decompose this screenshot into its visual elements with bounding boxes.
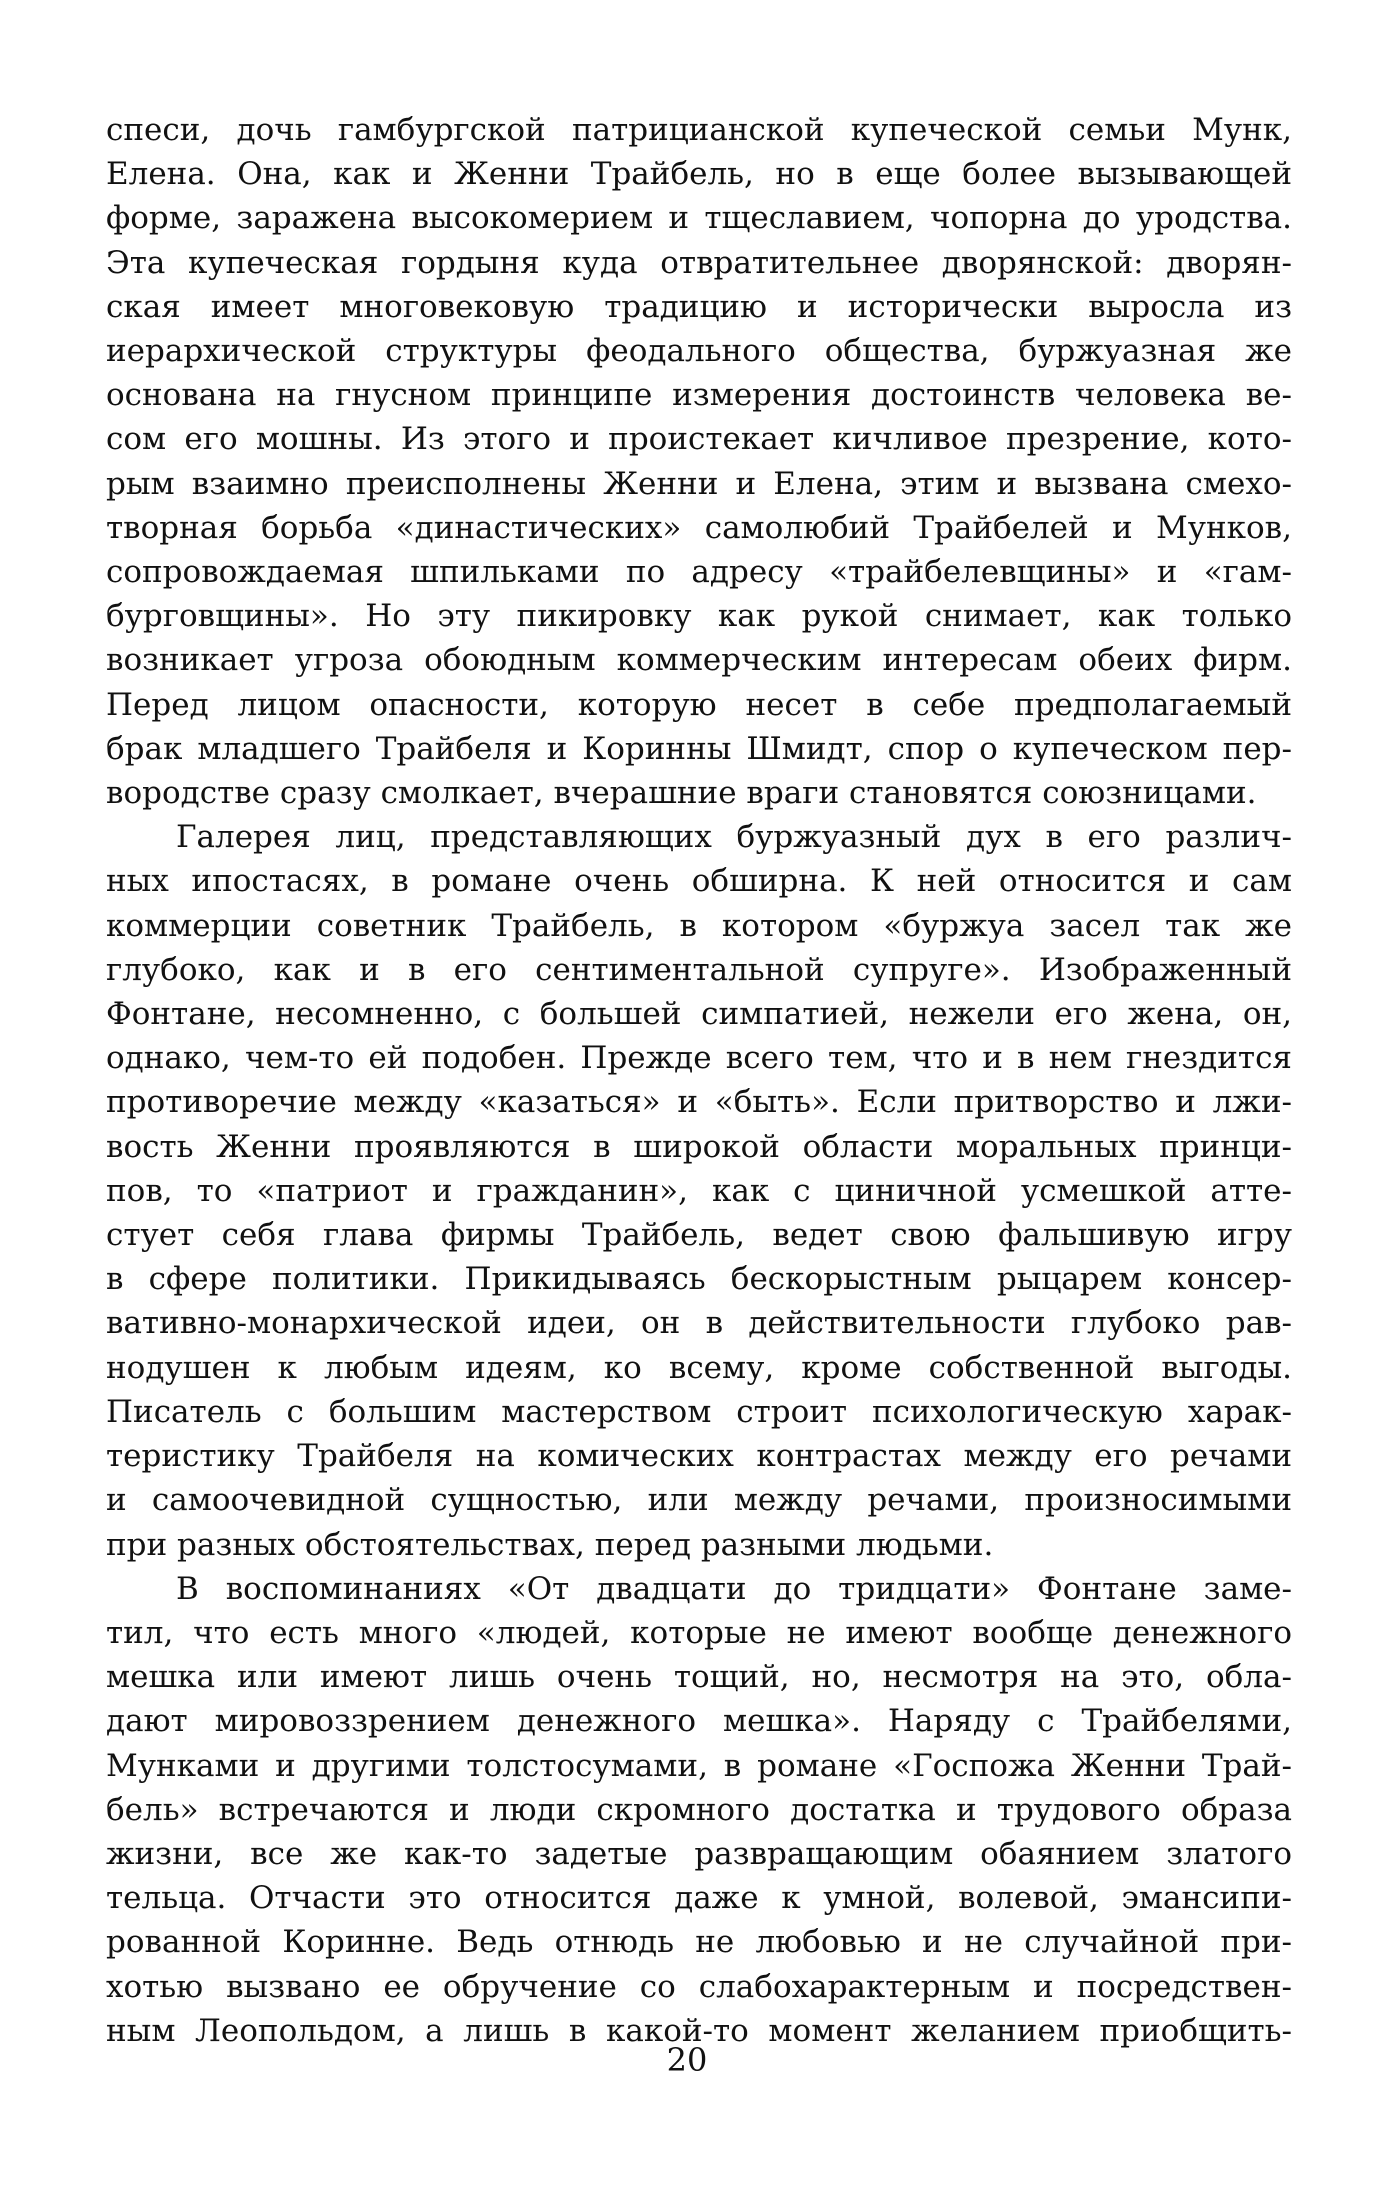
text-line: вость Женни проявляются в широкой области моральных принци- <box>106 1128 1292 1165</box>
page-number: 20 <box>666 2041 708 2079</box>
text-line: творная борьба «династических» самолюбий Трайбелей и Мунков, <box>106 509 1292 546</box>
text-line: Мунками и другими толстосумами, в романе «Госпожа Женни Трай- <box>106 1747 1292 1784</box>
paragraph <box>106 1567 1292 2053</box>
text-line: бурговщины». Но эту пикировку как рукой снимает, как только <box>106 598 1292 635</box>
text-line: возникает угроза обоюдным коммерческим интересам обеих фирм. <box>106 642 1292 679</box>
text-line: стует себя глава фирмы Трайбель, ведет свою фальшивую игру <box>106 1217 1292 1254</box>
text-line: рым взаимно преисполнены Женни и Елена, этим и вызвана смехо- <box>106 465 1292 502</box>
text-line: бель» встречаются и люди скромного достатка и трудового образа <box>106 1791 1292 1828</box>
text-line: хотью вызвано ее обручение со слабохарактерным и посредствен- <box>106 1968 1292 2005</box>
text-line: коммерции советник Трайбель, в котором «буржуа засел так же <box>106 907 1292 944</box>
text-line: иерархической структуры феодального общества, буржуазная же <box>106 333 1292 370</box>
text-line: ская имеет многовековую традицию и исторически выросла из <box>106 288 1292 325</box>
text-line: ным Леопольдом, а лишь в какой-то момент желанием приобщить- <box>106 2012 1292 2049</box>
text-line: вородстве сразу смолкает, вчерашние враги становятся союзницами. <box>106 775 1257 812</box>
text-line: мешка или имеют лишь очень тощий, но, несмотря на это, обла- <box>106 1659 1292 1696</box>
text-line: пов, то «патриот и гражданин», как с циничной усмешкой атте- <box>106 1172 1292 1209</box>
text-line: тельца. Отчасти это относится даже к умной, волевой, эмансипи- <box>106 1880 1292 1917</box>
text-line: брак младшего Трайбеля и Коринны Шмидт, спор о купеческом пер- <box>106 730 1292 767</box>
text-line: спеси, дочь гамбургской патрицианской купеческой семьи Мунк, <box>106 112 1292 148</box>
text-line: основана на гнусном принципе измерения достоинств человека ве- <box>106 377 1292 414</box>
text-line: В воспоминаниях «От двадцати до тридцати» Фонтане заме- <box>176 1570 1292 1607</box>
text-line: Фонтане, несомненно, с большей симпатией, нежели его жена, он, <box>106 996 1292 1033</box>
text-line: теристику Трайбеля на комических контрастах между его речами <box>106 1438 1292 1475</box>
text-line: Эта купеческая гордыня куда отвратительнее дворянской: дворян- <box>106 244 1292 281</box>
text-line: сом его мошны. Из этого и проистекает кичливое презрение, кото- <box>106 421 1292 458</box>
text-line: Перед лицом опасности, которую несет в себе предполагаемый <box>106 686 1292 723</box>
text-line: и самоочевидной сущностью, или между речами, произносимыми <box>106 1482 1292 1519</box>
text-line: Писатель с большим мастерством строит психологическую харак- <box>106 1393 1292 1430</box>
text-line: Галерея лиц, представляющих буржуазный дух в его различ- <box>176 819 1292 856</box>
paragraph <box>106 815 1292 1566</box>
text-line: вативно-монархической идеи, он в действительности глубоко рав- <box>106 1305 1292 1342</box>
text-line: тил, что есть много «людей, которые не имеют вообще денежного <box>106 1614 1292 1651</box>
text-line: Елена. Она, как и Женни Трайбель, но в еще более вызывающей <box>106 156 1292 193</box>
text-line: глубоко, как и в его сентиментальной супруге». Изображенный <box>106 951 1292 988</box>
page-body <box>106 108 1292 2053</box>
paragraph <box>106 108 1292 815</box>
text-line: жизни, все же как-то задетые развращающим обаянием златого <box>106 1835 1292 1872</box>
text-line: рованной Коринне. Ведь отнюдь не любовью и не случайной при- <box>106 1924 1292 1961</box>
text-line: форме, заражена высокомерием и тщеславием, чопорна до уродства. <box>106 200 1292 237</box>
text-line: противоречие между «казаться» и «быть». Если притворство и лжи- <box>106 1084 1292 1121</box>
text-line: в сфере политики. Прикидываясь бескорыстным рыцарем консер- <box>106 1261 1292 1298</box>
text-line: нодушен к любым идеям, ко всему, кроме собственной выгоды. <box>106 1349 1292 1386</box>
text-line: при разных обстоятельствах, перед разными людьми. <box>106 1526 994 1563</box>
text-line: ных ипостасях, в романе очень обширна. К ней относится и сам <box>106 863 1292 900</box>
text-line: сопровождаемая шпильками по адресу «трайбелевщины» и «гам- <box>106 554 1292 591</box>
text-line: дают мировоззрением денежного мешка». Наряду с Трайбелями, <box>106 1703 1292 1740</box>
text-line: однако, чем-то ей подобен. Прежде всего тем, что и в нем гнездится <box>106 1040 1292 1077</box>
